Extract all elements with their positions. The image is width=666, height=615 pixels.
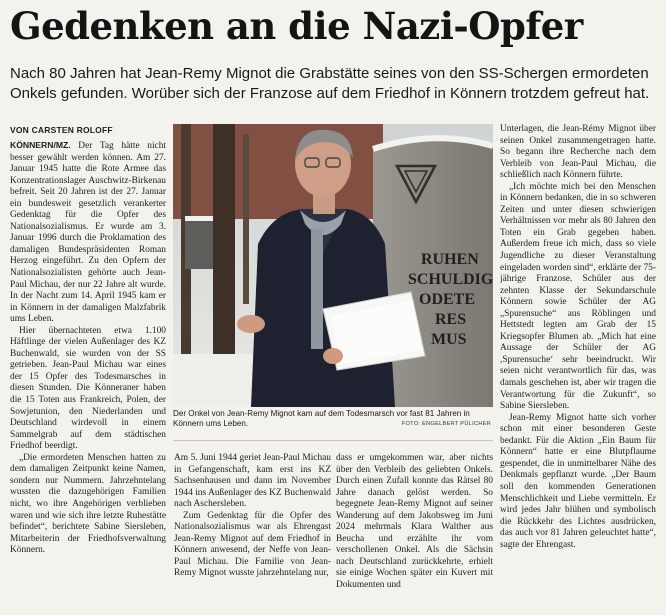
- caption-text: Der Onkel von Jean-Remy Mignot kam auf dem Todesmarsch vor fast 81 Jahren in Könnern ums Leben.: [173, 409, 470, 429]
- article-column-1: [10, 140, 166, 610]
- stone-inscription: MUS: [431, 331, 467, 348]
- lead-paragraph: [10, 140, 166, 326]
- stone-inscription: ODETE: [419, 291, 476, 308]
- article-photo: [173, 124, 493, 407]
- paragraph: Hier übernachteten etwa 1.100 Häftlinge der vielen Außenlager des KZ Buchenwald, sie wurden von der SS getrieben. Jean-Paul Michau war eines der 15 Opfer des Todesmarsches in diesen Stunden. Die Könneraner haben die 15 Toten aus Frankreich, Polen, der Sowjetunion, den Niederlanden und Deutschland wirdevoll in einem Sammelgrab auf dem städtischen Friedhof beerdigt.: [10, 325, 166, 452]
- article-column-4: [500, 124, 656, 612]
- paragraph: Zum Gedenktag für die Opfer des Nationalsozialismus war als Ehrengast Jean-Remy Mignot auf dem Friedhof in Könnern anwesend, der Neffe von Jean-Paul Michau. Die Familie von Jean-Remy Mignot wusste jahrzehntelang nur,: [174, 510, 331, 579]
- byline: VON CARSTEN ROLOFF: [10, 125, 113, 135]
- paragraph: Am 5. Juni 1944 geriet Jean-Paul Michau in Gefangenschaft, kam erst ins KZ Sachsenhausen und dann im November 1944 ins Außenlager des KZ Buchenwald nach Aschersleben.: [174, 453, 331, 510]
- photo-credit: FOTO: ENGELBERT PÜLICHER: [401, 421, 491, 427]
- paragraph-text: Der Tag hätte nicht besser gewählt werden können. Am 27. Januar 1945 hatte die Rote Armee das Konzentrationslager Auschwitz-Birkenau befreit. Seit 20 Jahren ist der 27. Januar ein bundesweit gesetzlich verankerter Gedenktag für die Opfer des Nationalsozialismus. Er wurde am 3. Januar 1996 durch die Proklamation des damaligen Bundespräsidenten Roman Herzog eingeführt. Zu den Opfern der Nationalsozialisten gehörte auch Jean-Paul Michau, der nur 22 Jahre alt wurde. In der Nacht zum 14. April 1945 kam er in Könnern in der damaligen Malzfabrik ums Leben.: [10, 141, 166, 325]
- subheadline: Nach 80 Jahren hat Jean-Remy Mignot die Grabstätte seines von den SS-Schergen ermordeten Onkels gefunden. Worüber sich der Franzose auf dem Friedhof in Könnern trotzdem gefreut hat.: [10, 65, 650, 102]
- paragraph: „Ich möchte mich bei den Menschen in Könnern bedanken, die in so schweren Zeiten und unter diesen schwierigen Verhältnissen vor mehr als 80 Jahren den Toten ein Grab gegeben haben. Außerdem freue ich mich, dass so viele Jugendliche zu dieser Veranstaltung eingeladen worden sind“, erklärte der 75-jährige Franzose. Schüler aus der zehnten Klasse der Sekundarschule Könnern sowie Schüler der AG „Spurensuche“ aus Röblingen und Hettstedt legten am Grab der 15 Kriegsopfer Blumen ab. „Mich hat eine Aussage der Schüler der AG ,Spurensuche‘ sehr beeindruckt. Wir seien nicht verantwortlich für das, was damals geschehen ist, aber wir tragen die Verantwortung für die Zukunft“, so Sabine Siersleben.: [500, 181, 656, 412]
- paragraph: Jean-Remy Mignot hatte sich vorher schon mit einer besonderen Geste bedankt. Für die Aktion „Ein Baum für Könnern“ hatte er eine Blutpflaume gespendet, die in unmittelbarer Nähe des Denkmals gepflanzt wurde. „Der Baum soll den kommenden Generationen Menschlichkeit und Liebe vermitteln. Er wird jedes Jahr blühen und symbolisch die Rückkehr des Lichtes ausdrücken, das auch vor 81 Jahren geleuchtet hatte“, sagte der Ehrengast.: [500, 412, 656, 550]
- headline: Gedenken an die Nazi-Opfer: [10, 4, 583, 48]
- paragraph: „Die ermordeten Menschen hatten zu dem damaligen Zeitpunkt keine Namen, sondern nur Nummern. Jahrzehntelang wussten die dazugehörigen Familien nicht, wo ihre Angehörigen verblieben waren und wie sich ihre letzte Ruhestätte befindet“, berichtete Sabine Siersleben, Mitarbeiterin der Friedhofsverwaltung Könnern.: [10, 452, 166, 556]
- article-column-2: [174, 453, 331, 610]
- stone-inscription: RES: [435, 311, 467, 328]
- paragraph: Unterlagen, die Jean-Rémy Mignot über seinen Onkel zusammengetragen hatte. So begann ihre Recherche nach dem Verbleib von Jean-Paul Michau, die schließlich nach Könnern führte.: [500, 124, 656, 181]
- photo-caption: [173, 409, 493, 429]
- paragraph: dass er umgekommen war, aber nichts über den Verbleib des geliebten Onkels. Durch einen Zufall konnte das Rätsel 80 Jahre danach gelöst werden. So begegnete Jean-Remy Mignot auf seiner Wanderung auf dem Jakobsweg im Juni 2024 mehrmals Klara Walther aus Beucha und erzählte ihr vom verschollenen Onkel. Als die Sächsin nach Deutschland zurückkehrte, erhielt sie einige Wochen später ein Kuvert mit Dokumenten und: [336, 453, 493, 591]
- article-column-3: [336, 453, 493, 610]
- photo-memorial-scene: [173, 124, 493, 407]
- stone-inscription: SCHULDIG: [408, 271, 493, 288]
- dateline: KÖNNERN/MZ.: [10, 140, 71, 150]
- divider: [173, 440, 493, 441]
- stone-inscription: RUHEN: [421, 251, 479, 268]
